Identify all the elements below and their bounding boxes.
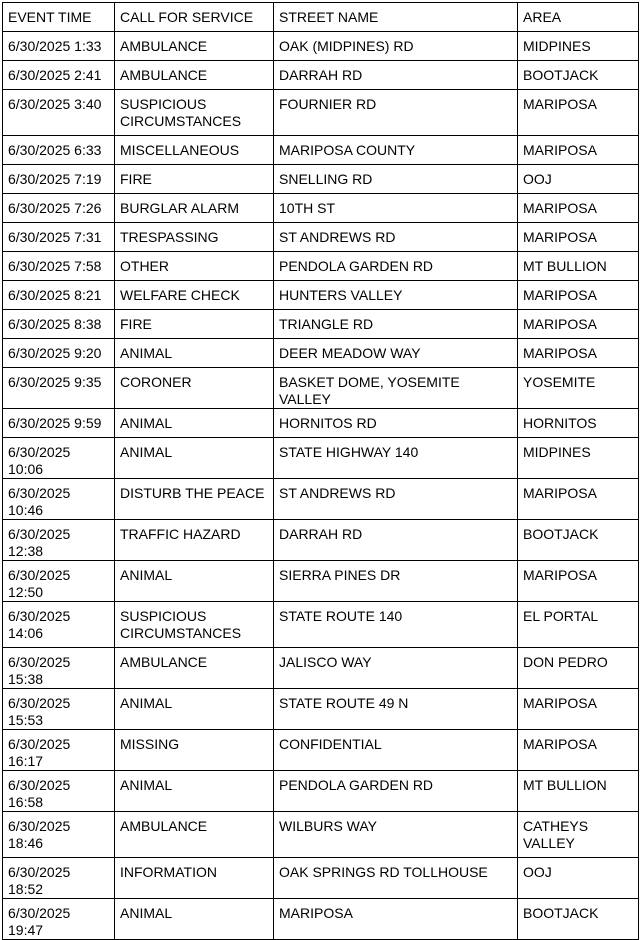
cell-call-for-service: ANIMAL bbox=[115, 899, 274, 940]
table-row bbox=[3, 520, 639, 561]
cell-area: DON PEDRO bbox=[518, 648, 639, 689]
cell-event-time: 6/30/2025 10:46 bbox=[3, 479, 115, 520]
cell-event-time: 6/30/2025 12:50 bbox=[3, 561, 115, 602]
cell-street-name: STATE HIGHWAY 140 bbox=[274, 438, 518, 479]
header-row bbox=[3, 3, 639, 32]
cell-street-name: SIERRA PINES DR bbox=[274, 561, 518, 602]
cell-event-time: 6/30/2025 7:31 bbox=[3, 223, 115, 252]
cell-street-name: HORNITOS RD bbox=[274, 409, 518, 438]
cell-call-for-service: BURGLAR ALARM bbox=[115, 194, 274, 223]
cell-area: OOJ bbox=[518, 858, 639, 899]
table-row bbox=[3, 602, 639, 648]
cell-event-time: 6/30/2025 9:59 bbox=[3, 409, 115, 438]
table-row bbox=[3, 899, 639, 940]
cell-area: BOOTJACK bbox=[518, 520, 639, 561]
cell-area: MIDPINES bbox=[518, 438, 639, 479]
table-row bbox=[3, 90, 639, 136]
cell-street-name: BASKET DOME, YOSEMITE VALLEY bbox=[274, 368, 518, 409]
cell-call-for-service: ANIMAL bbox=[115, 561, 274, 602]
cell-street-name: OAK SPRINGS RD TOLLHOUSE bbox=[274, 858, 518, 899]
cell-area: MARIPOSA bbox=[518, 479, 639, 520]
cell-event-time: 6/30/2025 7:19 bbox=[3, 165, 115, 194]
cell-call-for-service: MISSING bbox=[115, 730, 274, 771]
table-row bbox=[3, 771, 639, 812]
table-row bbox=[3, 689, 639, 730]
header-street-name: STREET NAME bbox=[274, 3, 518, 32]
cell-street-name: 10TH ST bbox=[274, 194, 518, 223]
table-row bbox=[3, 252, 639, 281]
cell-call-for-service: AMBULANCE bbox=[115, 648, 274, 689]
table-row bbox=[3, 812, 639, 858]
cell-event-time: 6/30/2025 14:06 bbox=[3, 602, 115, 648]
cell-event-time: 6/30/2025 16:58 bbox=[3, 771, 115, 812]
cell-street-name: OAK (MIDPINES) RD bbox=[274, 32, 518, 61]
cell-area: CATHEYS VALLEY bbox=[518, 812, 639, 858]
cell-call-for-service: FIRE bbox=[115, 310, 274, 339]
cell-event-time: 6/30/2025 16:17 bbox=[3, 730, 115, 771]
cell-area: MARIPOSA bbox=[518, 730, 639, 771]
cell-event-time: 6/30/2025 15:38 bbox=[3, 648, 115, 689]
cell-call-for-service: AMBULANCE bbox=[115, 32, 274, 61]
cell-event-time: 6/30/2025 12:38 bbox=[3, 520, 115, 561]
cell-call-for-service: SUSPICIOUS CIRCUMSTANCES bbox=[115, 90, 274, 136]
cell-street-name: WILBURS WAY bbox=[274, 812, 518, 858]
cell-call-for-service: MISCELLANEOUS bbox=[115, 136, 274, 165]
cell-call-for-service: WELFARE CHECK bbox=[115, 281, 274, 310]
cell-event-time: 6/30/2025 7:58 bbox=[3, 252, 115, 281]
table-row bbox=[3, 61, 639, 90]
table-row bbox=[3, 194, 639, 223]
cell-area: MARIPOSA bbox=[518, 339, 639, 368]
cell-call-for-service: TRESPASSING bbox=[115, 223, 274, 252]
cell-street-name: ST ANDREWS RD bbox=[274, 223, 518, 252]
table-row bbox=[3, 648, 639, 689]
cell-event-time: 6/30/2025 2:41 bbox=[3, 61, 115, 90]
cell-area: MARIPOSA bbox=[518, 561, 639, 602]
cell-event-time: 6/30/2025 10:06 bbox=[3, 438, 115, 479]
cell-street-name: JALISCO WAY bbox=[274, 648, 518, 689]
cell-street-name: TRIANGLE RD bbox=[274, 310, 518, 339]
header-area: AREA bbox=[518, 3, 639, 32]
cell-event-time: 6/30/2025 19:47 bbox=[3, 899, 115, 940]
table-row bbox=[3, 368, 639, 409]
cell-call-for-service: AMBULANCE bbox=[115, 61, 274, 90]
cell-street-name: DARRAH RD bbox=[274, 61, 518, 90]
cell-call-for-service: OTHER bbox=[115, 252, 274, 281]
cell-street-name: ST ANDREWS RD bbox=[274, 479, 518, 520]
table-row bbox=[3, 165, 639, 194]
cell-street-name: STATE ROUTE 140 bbox=[274, 602, 518, 648]
cell-area: BOOTJACK bbox=[518, 899, 639, 940]
cell-event-time: 6/30/2025 3:40 bbox=[3, 90, 115, 136]
cell-call-for-service: FIRE bbox=[115, 165, 274, 194]
table-row bbox=[3, 409, 639, 438]
cell-area: BOOTJACK bbox=[518, 61, 639, 90]
table-row bbox=[3, 479, 639, 520]
header-event-time: EVENT TIME bbox=[3, 3, 115, 32]
cell-call-for-service: ANIMAL bbox=[115, 409, 274, 438]
cell-street-name: MARIPOSA COUNTY bbox=[274, 136, 518, 165]
table-row bbox=[3, 223, 639, 252]
table-row bbox=[3, 730, 639, 771]
table-row bbox=[3, 438, 639, 479]
cell-call-for-service: ANIMAL bbox=[115, 339, 274, 368]
table-row bbox=[3, 32, 639, 61]
cell-area: YOSEMITE bbox=[518, 368, 639, 409]
table-row bbox=[3, 310, 639, 339]
cell-area: MARIPOSA bbox=[518, 90, 639, 136]
cell-area: MARIPOSA bbox=[518, 689, 639, 730]
cell-street-name: STATE ROUTE 49 N bbox=[274, 689, 518, 730]
cell-street-name: MARIPOSA bbox=[274, 899, 518, 940]
cell-event-time: 6/30/2025 7:26 bbox=[3, 194, 115, 223]
table-row bbox=[3, 858, 639, 899]
cell-event-time: 6/30/2025 15:53 bbox=[3, 689, 115, 730]
table-row bbox=[3, 561, 639, 602]
table-body bbox=[3, 32, 639, 940]
cell-street-name: SNELLING RD bbox=[274, 165, 518, 194]
cell-area: MARIPOSA bbox=[518, 223, 639, 252]
cell-area: MARIPOSA bbox=[518, 281, 639, 310]
cell-event-time: 6/30/2025 9:35 bbox=[3, 368, 115, 409]
cell-street-name: PENDOLA GARDEN RD bbox=[274, 771, 518, 812]
cell-street-name: DARRAH RD bbox=[274, 520, 518, 561]
cell-call-for-service: INFORMATION bbox=[115, 858, 274, 899]
cell-call-for-service: DISTURB THE PEACE bbox=[115, 479, 274, 520]
cell-call-for-service: CORONER bbox=[115, 368, 274, 409]
cell-call-for-service: ANIMAL bbox=[115, 438, 274, 479]
cell-event-time: 6/30/2025 8:21 bbox=[3, 281, 115, 310]
cell-area: EL PORTAL bbox=[518, 602, 639, 648]
cell-call-for-service: SUSPICIOUS CIRCUMSTANCES bbox=[115, 602, 274, 648]
cell-call-for-service: AMBULANCE bbox=[115, 812, 274, 858]
cell-call-for-service: ANIMAL bbox=[115, 689, 274, 730]
cell-area: OOJ bbox=[518, 165, 639, 194]
header-call-for-service: CALL FOR SERVICE bbox=[115, 3, 274, 32]
cell-area: MARIPOSA bbox=[518, 194, 639, 223]
cell-area: HORNITOS bbox=[518, 409, 639, 438]
cell-event-time: 6/30/2025 8:38 bbox=[3, 310, 115, 339]
cell-street-name: DEER MEADOW WAY bbox=[274, 339, 518, 368]
calls-for-service-table bbox=[2, 2, 639, 940]
table-row bbox=[3, 136, 639, 165]
cell-area: MARIPOSA bbox=[518, 136, 639, 165]
cell-street-name: CONFIDENTIAL bbox=[274, 730, 518, 771]
table-row bbox=[3, 339, 639, 368]
cell-call-for-service: ANIMAL bbox=[115, 771, 274, 812]
cell-street-name: HUNTERS VALLEY bbox=[274, 281, 518, 310]
cell-street-name: PENDOLA GARDEN RD bbox=[274, 252, 518, 281]
cell-street-name: FOURNIER RD bbox=[274, 90, 518, 136]
table-row bbox=[3, 281, 639, 310]
cell-event-time: 6/30/2025 1:33 bbox=[3, 32, 115, 61]
cell-area: MT BULLION bbox=[518, 252, 639, 281]
cell-area: MIDPINES bbox=[518, 32, 639, 61]
cell-event-time: 6/30/2025 18:52 bbox=[3, 858, 115, 899]
cell-call-for-service: TRAFFIC HAZARD bbox=[115, 520, 274, 561]
cell-event-time: 6/30/2025 18:46 bbox=[3, 812, 115, 858]
cell-area: MARIPOSA bbox=[518, 310, 639, 339]
cell-event-time: 6/30/2025 9:20 bbox=[3, 339, 115, 368]
cell-area: MT BULLION bbox=[518, 771, 639, 812]
cell-event-time: 6/30/2025 6:33 bbox=[3, 136, 115, 165]
